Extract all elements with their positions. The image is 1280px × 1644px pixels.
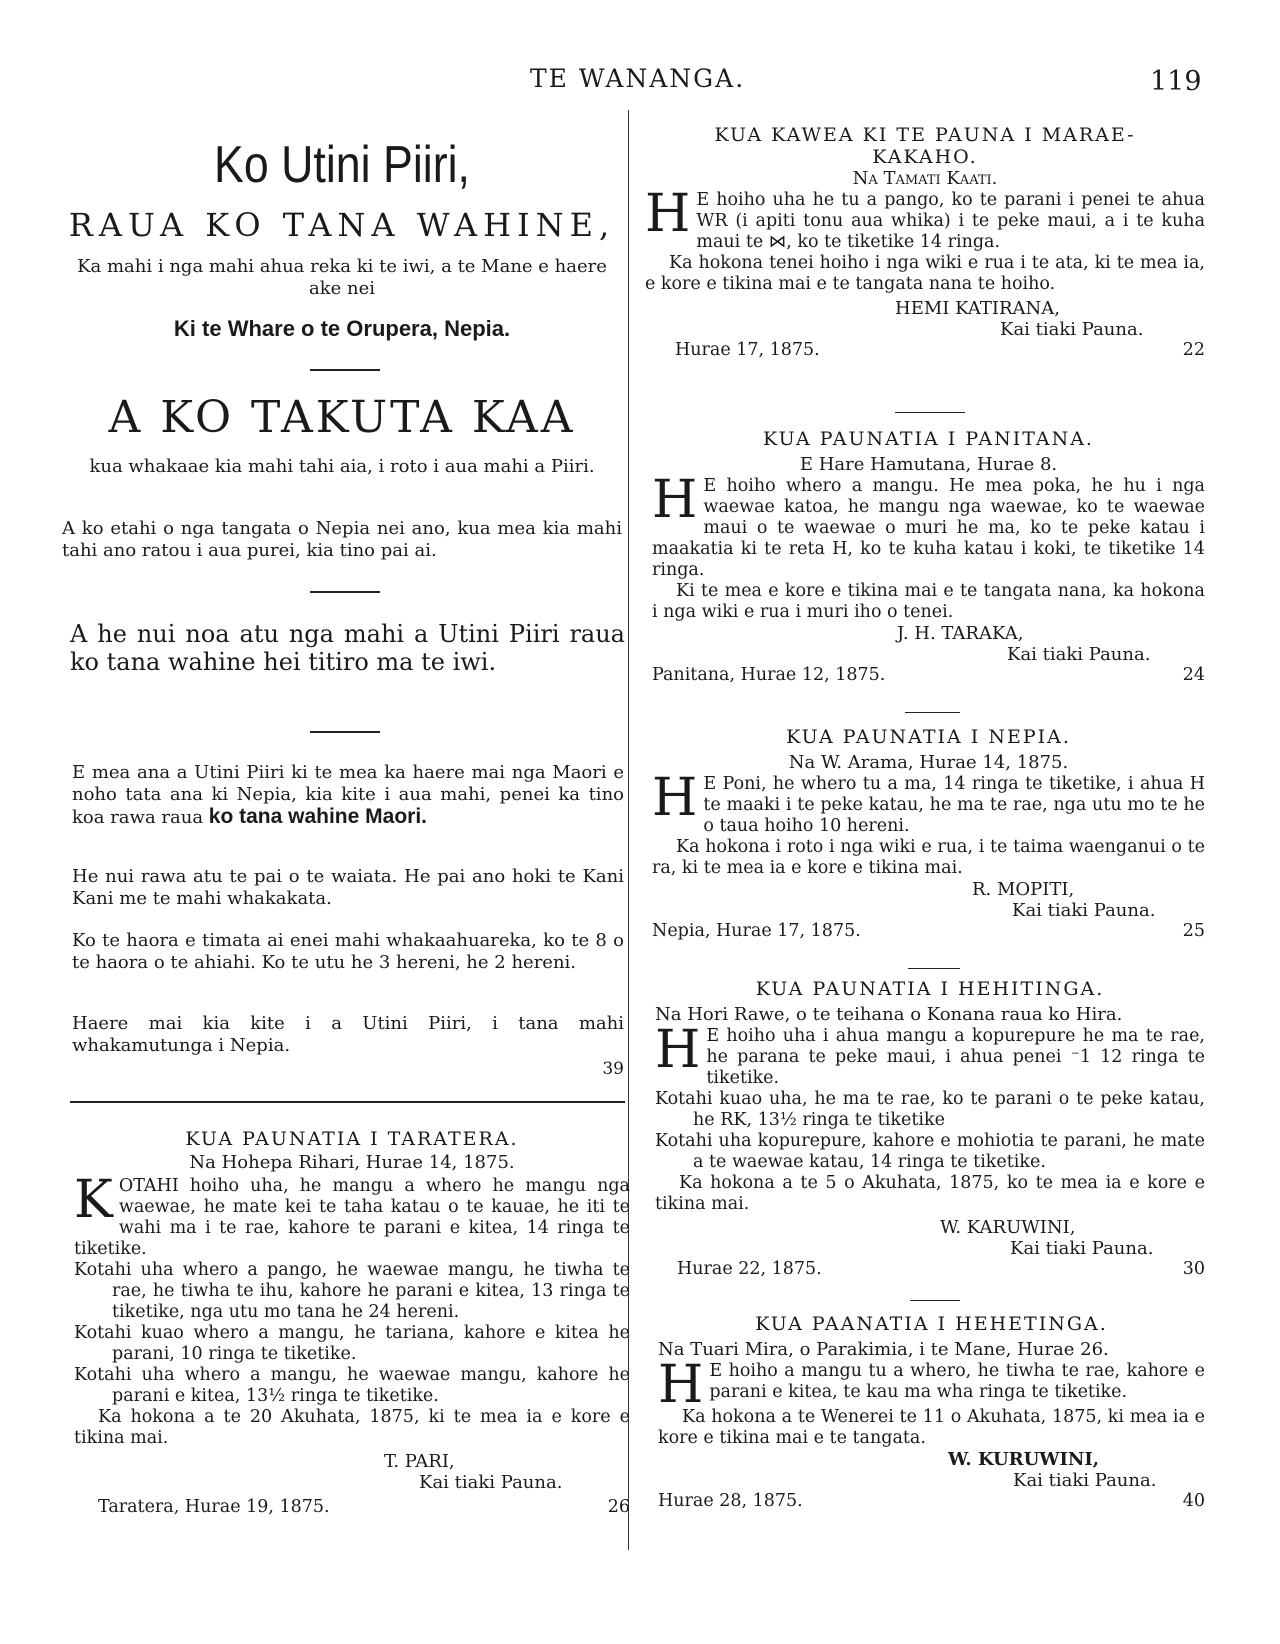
notice-item: Kotahi kuao whero a mangu, he tariana, kahore e kitea he parani, 10 ringa te tiketike. [74, 1323, 630, 1364]
section-divider [70, 1101, 625, 1103]
divider [310, 731, 380, 733]
notice-signer: W. KARUWINI, [940, 1217, 1076, 1238]
notice-body [655, 1020, 1205, 1089]
advert-paragraph: He nui rawa atu te pai o te waiata. He pai ano hoki te Kani Kani me te mahi whakakata. [72, 866, 624, 909]
notice-number: 22 [1182, 340, 1205, 360]
drop-cap: K [74, 1170, 113, 1230]
advert-line: Ka mahi i nga mahi ahua reka ki te iwi, a te Mane e haere ake nei [77, 256, 607, 299]
notice-body-text: E hoiho uha he tu a pango, ko te parani i penei te ahua WR (i apiti tonu aua whika) i te peke maui, a i te kuha maui te ⋈, ko te tiketike 14 ringa. [696, 190, 1205, 252]
notice-closing: Ka hokona a te 20 Akuhata, 1875, ki te mea ia e kore e tikina mai. [74, 1407, 630, 1448]
advert-number: 39 [602, 1059, 624, 1079]
divider [905, 712, 960, 713]
notice-item: Kotahi uha whero a mangu, he waewae mangu, kahore he parani e kitea, 13½ ringa te tiketike. [74, 1365, 630, 1406]
notice-number: 25 [1182, 921, 1205, 941]
notice-date: Hurae 28, 1875. [658, 1491, 803, 1511]
notice-footer [658, 1491, 1205, 1512]
notice-body-text: E hoiho whero a mangu. He mea poka, he hu i nga waewae katoa, he mangu nga waewae, ko te waewae maui o te waewae o muri he ma, ko te peke katau i maakatia ki te reta H, ko te kuha katau i koki, te tiketike 14 ringa. [652, 476, 1205, 580]
notice-title: KUA PAUNATIA I NEPIA. [786, 726, 1071, 748]
notice-byline: Na W. Arama, Hurae 14, 1875. [788, 752, 1069, 773]
advert-paragraph [72, 762, 624, 829]
notice-role: Kai tiaki Pauna. [419, 1472, 563, 1493]
notice-heheetinga [658, 1313, 1205, 1512]
notice-body-text: E Poni, he whero tu a ma, 14 ringa te tiketike, i ahua H te maaki i te peke katau, he ma te rae, nga utu mo te he o taua hoiho 10 hereni. [703, 774, 1205, 836]
notice-byline: Na Tamati Kaati. [852, 168, 998, 189]
notice-title: KUA PAUNATIA I HEHITINGA. [755, 978, 1105, 1000]
notice-item: Kotahi uha whero a pango, he waewae mangu, he tiwha te rae, he tiwha te ihu, kahore he parani e kitea, 13 ringa te tiketike, nga utu mo tana he 24 hereni. [74, 1260, 630, 1322]
notice-nepia [652, 726, 1205, 942]
notice-number: 30 [1182, 1259, 1205, 1279]
notice-closing: Ka hokona tenei hoiho i nga wiki e rua i te ata, ki te mea ia, e kore e tikina mai e te tangata nana te hoiho. [645, 253, 1205, 294]
drop-cap: H [658, 1355, 704, 1415]
notice-taratera [74, 1128, 630, 1518]
notice-maraekakaho [645, 124, 1205, 361]
advert-doctor-text: kua whakaae kia mahi tahi aia, i roto i aua mahi a Piiri. [89, 456, 595, 477]
notice-role: Kai tiaki Pauna. [1012, 900, 1156, 921]
notice-closing: Ka hokona a te Wenerei te 11 o Akuhata, 1875, ki mea ia e kore e tikina mai e te tangata. [658, 1407, 1205, 1448]
notice-number: 24 [1182, 665, 1205, 685]
notice-signer: R. MOPITI, [972, 879, 1075, 900]
notice-item: Kotahi uha kopurepure, kahore e mohiotia te parani, he mate a te waewae katau, 14 ringa te tiketike. [655, 1131, 1205, 1172]
notice-date: Hurae 22, 1875. [677, 1259, 822, 1279]
notice-role: Kai tiaki Pauna. [1010, 1238, 1154, 1259]
advert-place: Ki te Whare o te Orupera, Nepia. [173, 316, 511, 341]
notice-footer [74, 1497, 630, 1518]
notice-footer [655, 1259, 1205, 1280]
notice-byline: Na Hohepa Rihari, Hurae 14, 1875. [189, 1152, 515, 1173]
notice-date: Panitana, Hurae 12, 1875. [652, 665, 886, 685]
notice-byline: Na Tuari Mira, o Parakimia, i te Mane, Hurae 26. [658, 1339, 1109, 1360]
notice-body [74, 1170, 630, 1260]
notice-number: 40 [1182, 1491, 1205, 1511]
divider [310, 591, 380, 593]
notice-hehitinga [655, 978, 1205, 1280]
notice-date: Hurae 17, 1875. [675, 340, 820, 360]
divider [910, 1300, 960, 1301]
notice-title: KUA PAUNATIA I TARATERA. [185, 1128, 519, 1150]
divider [908, 968, 960, 969]
divider [895, 412, 965, 413]
divider [310, 369, 380, 371]
newspaper-title: TE WANANGA. [530, 64, 746, 93]
advert-subtitle: RAUA KO TANA WAHINE, [68, 206, 616, 244]
notice-title: KUA PAUNATIA I PANITANA. [763, 428, 1094, 450]
notice-closing: Ki te mea e kore e tikina mai e te tangata nana, ka hokona i nga wiki e rua i muri iho o tenei. [652, 581, 1205, 622]
notice-date: Taratera, Hurae 19, 1875. [98, 1497, 330, 1517]
notice-role: Kai tiaki Pauna. [1000, 319, 1144, 340]
drop-cap: H [652, 470, 698, 530]
notice-title: KUA PAANATIA I HEHETINGA. [755, 1313, 1108, 1335]
notice-signer: W. KURUWINI, [948, 1449, 1100, 1470]
notice-body [652, 768, 1205, 837]
notice-role: Kai tiaki Pauna. [1007, 644, 1151, 665]
notice-body [645, 184, 1205, 253]
notice-title: KUA KAWEA KI TE PAUNA I MARAE-KAKAHO. [714, 124, 1136, 168]
advert-paragraph: Haere mai kia kite i a Utini Piiri, i tana mahi whakamutunga i Nepia. [72, 1013, 624, 1056]
drop-cap: H [655, 1020, 701, 1080]
notice-footer [645, 340, 1205, 361]
notice-panitana [652, 428, 1205, 686]
notice-body [652, 470, 1205, 581]
notice-date: Nepia, Hurae 17, 1875. [652, 921, 861, 941]
notice-footer [652, 665, 1205, 686]
notice-body-text: E hoiho uha i ahua mangu a kopurepure he ma te rae, he parana te peke maui, i ahua penei ⁻1 12 ringa te tiketike. [706, 1026, 1205, 1088]
drop-cap: H [645, 184, 691, 244]
notice-signer: T. PARI, [384, 1451, 455, 1472]
notice-closing: Ka hokona a te 5 o Akuhata, 1875, ko te mea ia e kore e tikina mai. [655, 1173, 1205, 1214]
notice-byline: E Hare Hamutana, Hurae 8. [799, 454, 1058, 475]
advert-doctor: A KO TAKUTA KAA [108, 392, 576, 443]
notice-number: 26 [607, 1497, 630, 1517]
advert-paragraph: Ko te haora e timata ai enei mahi whakaahuareka, ko te 8 o te haora o te ahiahi. Ko te utu he 3 hereni, he 2 hereni. [72, 930, 624, 973]
page-number: 119 [1150, 66, 1202, 97]
advert-paragraph-text: E mea ana a Utini Piiri ki te mea ka haere mai nga Maori e noho tata ana ki Nepia, kia kite i aua mahi, penei ka tino koa rawa raua [72, 762, 624, 828]
advert-name: Ko Utini Piiri, [214, 136, 470, 194]
advert-bold-text: ko tana wahine Maori. [208, 805, 427, 828]
drop-cap: H [652, 768, 698, 828]
notice-signer: HEMI KATIRANA, [895, 298, 1060, 319]
notice-body-text: E hoiho a mangu tu a whero, he tiwha te rae, kahore e parani e kitea, te kau ma wha ringa te tiketike. [709, 1361, 1205, 1402]
notice-body [658, 1355, 1205, 1415]
advert-people-text: A ko etahi o nga tangata o Nepia nei ano, kua mea kia mahi tahi ano ratou i aua purei, kia tino pai ai. [62, 518, 622, 561]
notice-byline: Na Hori Rawe, o te teihana o Konana raua ko Hira. [655, 1004, 1123, 1025]
notice-role: Kai tiaki Pauna. [1013, 1470, 1157, 1491]
notice-body-text: OTAHI hoiho uha, he mangu a whero he mangu nga waewae, he mate kei te taha katau o te kauae, he iti te wahi ma i te rae, kahore te parani e kitea, 14 ringa te tiketike. [74, 1176, 630, 1259]
notice-closing: Ka hokona i roto i nga wiki e rua, i te taima waenganui o te ra, ki te mea ia e kore e tikina mai. [652, 837, 1205, 878]
notice-item: Kotahi kuao uha, he ma te rae, ko te parani o te peke katau, he RK, 13½ ringa te tiketike [655, 1089, 1205, 1130]
advert-big-text: A he nui noa atu nga mahi a Utini Piiri raua ko tana wahine hei titiro ma te iwi. [70, 620, 625, 676]
notice-footer [652, 921, 1205, 942]
notice-signer: J. H. TARAKA, [897, 623, 1024, 644]
